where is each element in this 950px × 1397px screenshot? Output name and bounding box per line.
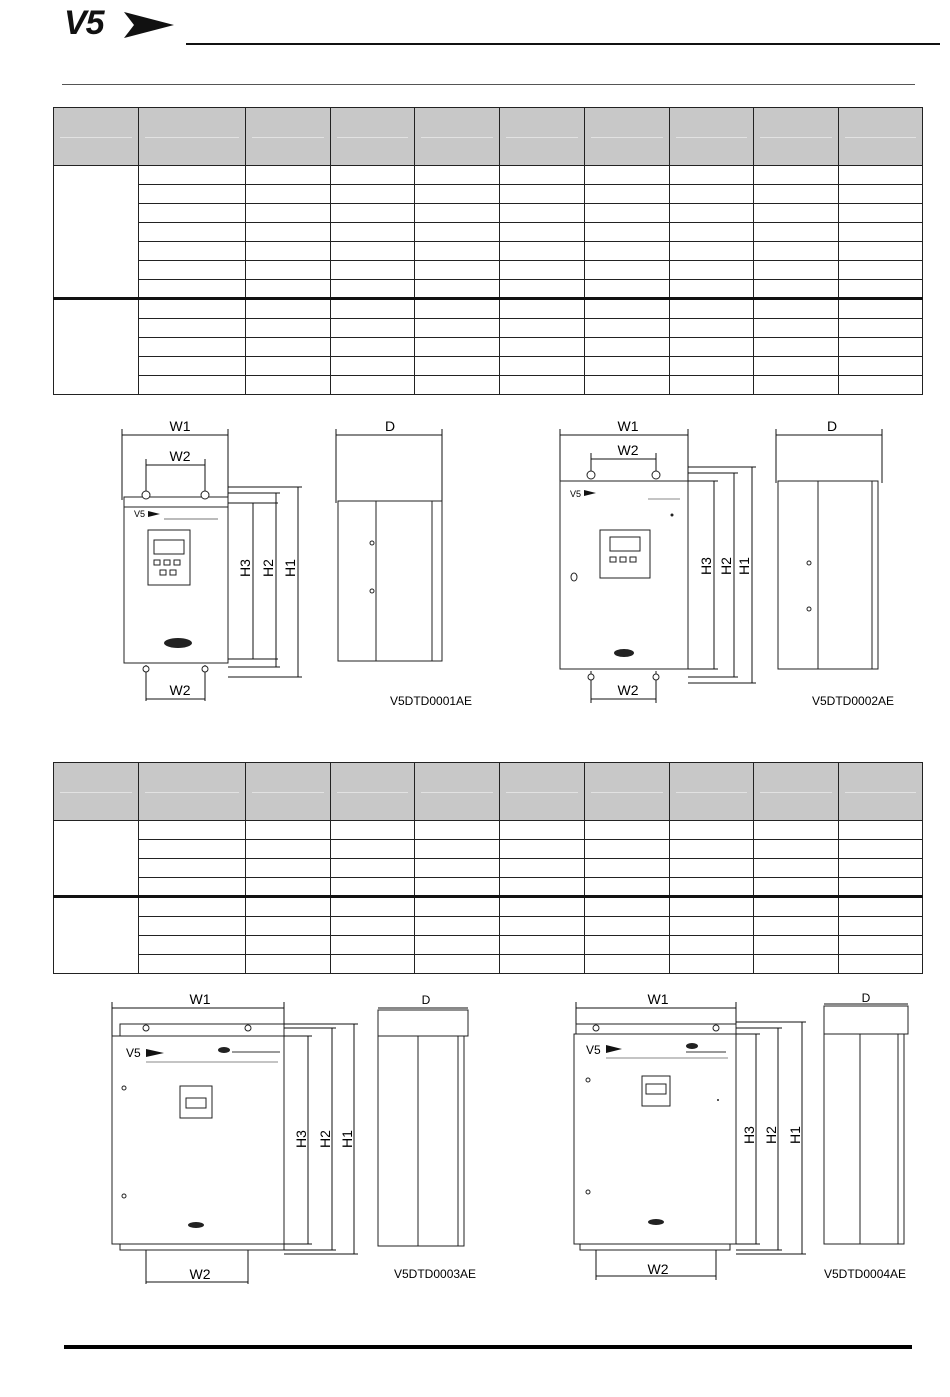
- d-label: D: [384, 418, 396, 434]
- w2-label: W2: [169, 448, 191, 464]
- table-row: [54, 204, 923, 223]
- w2-bottom-label: W2: [647, 1261, 669, 1277]
- maker-logo-icon: [164, 638, 192, 648]
- table-row: [54, 166, 923, 185]
- dimension-diagram-4: [566, 988, 926, 1298]
- dimension-diagram-2: [556, 415, 916, 715]
- table-row: [54, 242, 923, 261]
- h1-label: H1: [339, 1130, 355, 1148]
- h1-label: H1: [787, 1126, 803, 1144]
- h2-label: H2: [260, 559, 276, 577]
- maker-logo-icon: [614, 649, 634, 657]
- drawing-code: V5DTD0004AE: [824, 1267, 907, 1281]
- table-row: [54, 319, 923, 338]
- h2-label: H2: [317, 1130, 333, 1148]
- table-header-row: [54, 763, 923, 821]
- table-row: [54, 223, 923, 242]
- group-label-cell: [54, 821, 139, 897]
- dimension-diagram-3: [100, 988, 490, 1298]
- brand-logo: [64, 4, 184, 44]
- w1-label: W1: [647, 991, 669, 1007]
- w1-label: W1: [169, 418, 191, 434]
- d-label: D: [861, 991, 871, 1005]
- table-row: [54, 357, 923, 376]
- d-label: D: [421, 993, 431, 1007]
- dimensions-table-1: [53, 107, 923, 395]
- maker-logo-icon: [686, 1043, 698, 1049]
- table-row: [54, 936, 923, 955]
- table-row: [54, 878, 923, 897]
- table-row: [54, 955, 923, 974]
- group-label-cell: [54, 166, 139, 299]
- h3-label: H3: [741, 1126, 757, 1144]
- w1-label: W1: [617, 418, 639, 434]
- maker-logo-icon: [218, 1047, 230, 1053]
- table-row: [54, 338, 923, 357]
- badge-text: V5: [126, 1046, 141, 1060]
- h1-label: H1: [282, 559, 298, 577]
- h3-label: H3: [698, 557, 714, 575]
- w2-bottom-label: W2: [169, 682, 191, 698]
- badge-text: V5: [134, 509, 146, 519]
- w2-bottom-label: W2: [617, 682, 639, 698]
- group-label-cell: [54, 299, 139, 395]
- dimensions-table-2: [53, 762, 923, 974]
- table-row: [54, 859, 923, 878]
- drawing-code: V5DTD0003AE: [394, 1267, 477, 1281]
- badge-text: V5: [586, 1043, 601, 1057]
- table-row: [54, 280, 923, 299]
- w1-label: W1: [189, 991, 211, 1007]
- table-row: [54, 185, 923, 204]
- h2-label: H2: [718, 557, 734, 575]
- table-row: [54, 376, 923, 395]
- table-row: [54, 821, 923, 840]
- header-rule: [186, 43, 940, 45]
- drawing-code: V5DTD0001AE: [390, 694, 473, 708]
- h3-label: H3: [237, 559, 253, 577]
- w2-label: W2: [617, 442, 639, 458]
- section-rule: [62, 84, 915, 85]
- h3-label: H3: [293, 1130, 309, 1148]
- w2-bottom-label: W2: [189, 1266, 211, 1282]
- h2-label: H2: [763, 1126, 779, 1144]
- table-header-row: [54, 108, 923, 166]
- table-row: [54, 917, 923, 936]
- table-row: [54, 840, 923, 859]
- table-row: [54, 897, 923, 917]
- table-row: [54, 299, 923, 319]
- logo-arrow-icon: [124, 10, 176, 40]
- footer-rule: [64, 1345, 912, 1349]
- badge-text: V5: [570, 489, 582, 499]
- h1-label: H1: [736, 557, 752, 575]
- dimension-diagram-1: [118, 415, 488, 715]
- group-label-cell: [54, 897, 139, 974]
- logo-text: V5: [64, 4, 104, 42]
- table-row: [54, 261, 923, 280]
- d-label: D: [826, 418, 838, 434]
- drawing-code: V5DTD0002AE: [812, 694, 895, 708]
